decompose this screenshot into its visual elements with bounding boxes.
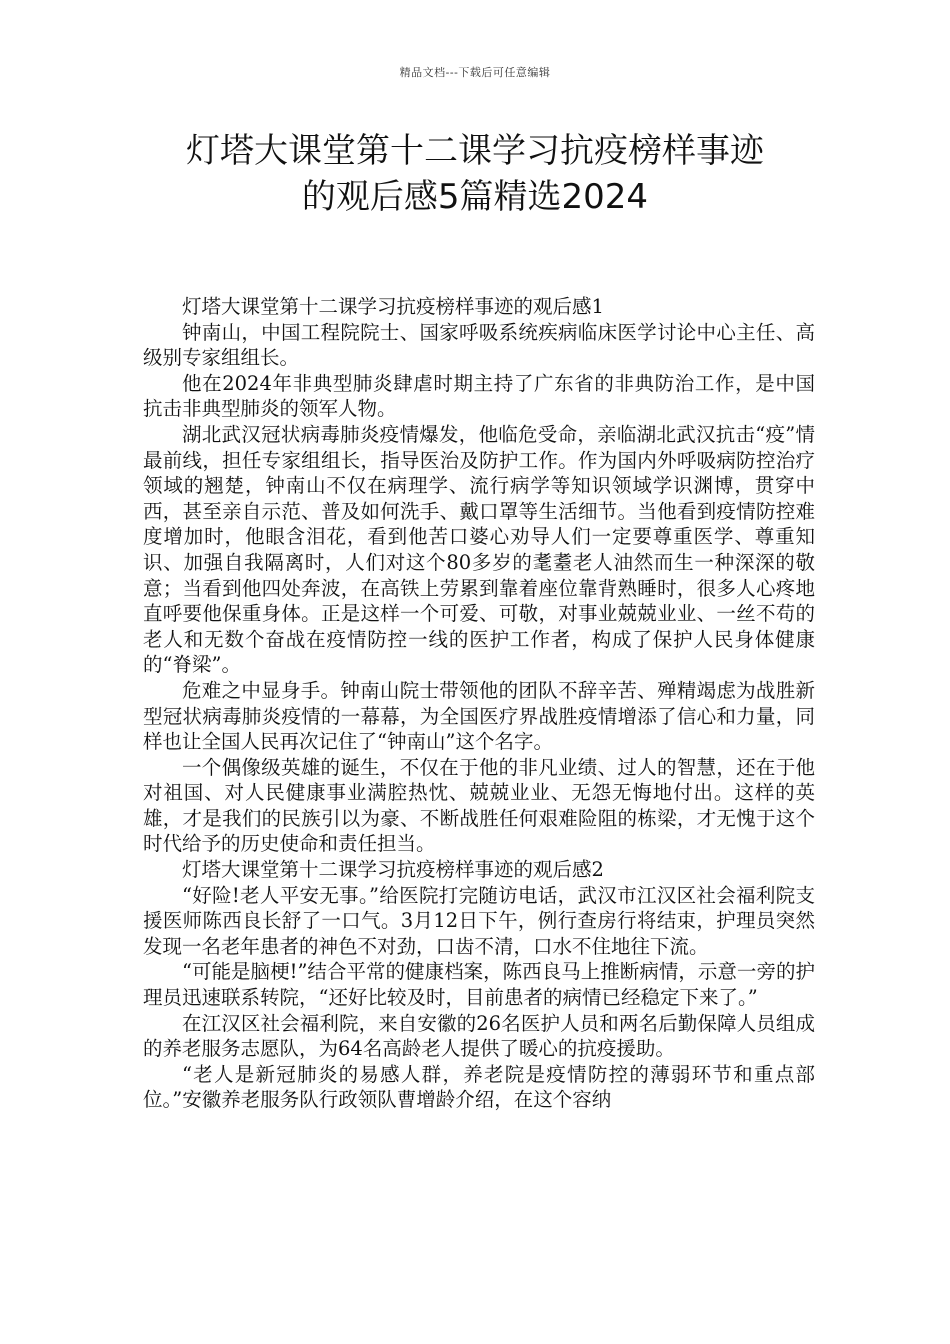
document-title-line-2: 的观后感5篇精选2024 [301,177,649,217]
section-heading-1: 灯塔大课堂第十二课学习抗疫榜样事迹的观后感1 [182,295,604,318]
body-paragraph: “老人是新冠肺炎的易感人群，养老院是疫情防控的薄弱环节和重点部位。”安徽养老服务队行政领队曹增龄介绍，在这个容纳 [143,1062,815,1112]
body-paragraph: 在江汉区社会福利院，来自安徽的26名医护人员和两名后勤保障人员组成的养老服务志愿队，为64名高龄老人提供了暖心的抗疫援助。 [143,1011,815,1061]
body-paragraph: 危难之中显身手。钟南山院士带领他的团队不辞辛苦、殚精竭虑为战胜新型冠状病毒肺炎疫情的一幕幕，为全国医疗界战胜疫情增添了信心和力量，同样也让全国人民再次记住了“钟南山”这个名字。 [143,678,815,754]
document-title [100,128,850,220]
body-paragraph: 他在2024年非典型肺炎肆虐时期主持了广东省的非典防治工作，是中国抗击非典型肺炎的领军人物。 [143,371,815,421]
body-paragraph: “可能是脑梗!”结合平常的健康档案，陈西良马上推断病情，示意一旁的护理员迅速联系转院，“还好比较及时，目前患者的病情已经稳定下来了。” [143,960,815,1010]
body-paragraph: 湖北武汉冠状病毒肺炎疫情爆发，他临危受命，亲临湖北武汉抗击“疫”情最前线，担任专家组组长，指导医治及防护工作。作为国内外呼吸病防控治疗领域的翘楚，钟南山不仅在病理学、流行病学等知识领域学识渊博，贯穿中西，甚至亲自示范、普及如何洗手、戴口罩等生活细节。当他看到疫情防控难度增加时，他眼含泪花，看到他苦口婆心劝导人们一定要尊重医学、尊重知识、加强自我隔离时，人们对这个80多岁的耄耋老人油然而生一种深深的敬意；当看到他四处奔波，在高铁上劳累到靠着座位靠背熟睡时，很多人心疼地直呼要他保重身体。正是这样一个可爱、可敬，对事业兢兢业业、一丝不苟的老人和无数个奋战在疫情防控一线的医护工作者，构成了保护人民身体健康的“脊梁”。 [143,422,815,677]
page-header-note: 精品文档---下载后可任意编辑 [399,66,551,79]
body-paragraph: “好险!老人平安无事。”给医院打完随访电话，武汉市江汉区社会福利院支援医师陈西良长舒了一口气。3月12日下午，例行查房行将结束，护理员突然发现一名老年患者的神色不对劲，口齿不清，口水不住地往下流。 [143,883,815,958]
body-paragraph: 钟南山，中国工程院院士、国家呼吸系统疾病临床医学讨论中心主任、高级别专家组组长。 [143,320,815,370]
document-title-line-1: 灯塔大课堂第十二课学习抗疫榜样事迹 [186,131,764,171]
section-heading-2: 灯塔大课堂第十二课学习抗疫榜样事迹的观后感2 [182,858,604,882]
body-paragraph: 一个偶像级英雄的诞生，不仅在于他的非凡业绩、过人的智慧，还在于他对祖国、对人民健康事业满腔热忱、兢兢业业、无怨无悔地付出。这样的英雄，才是我们的民族引以为豪、不断战胜任何艰难险阻的栋梁，才无愧于这个时代给予的历史使命和责任担当。 [143,755,815,856]
document-body [143,294,815,1113]
